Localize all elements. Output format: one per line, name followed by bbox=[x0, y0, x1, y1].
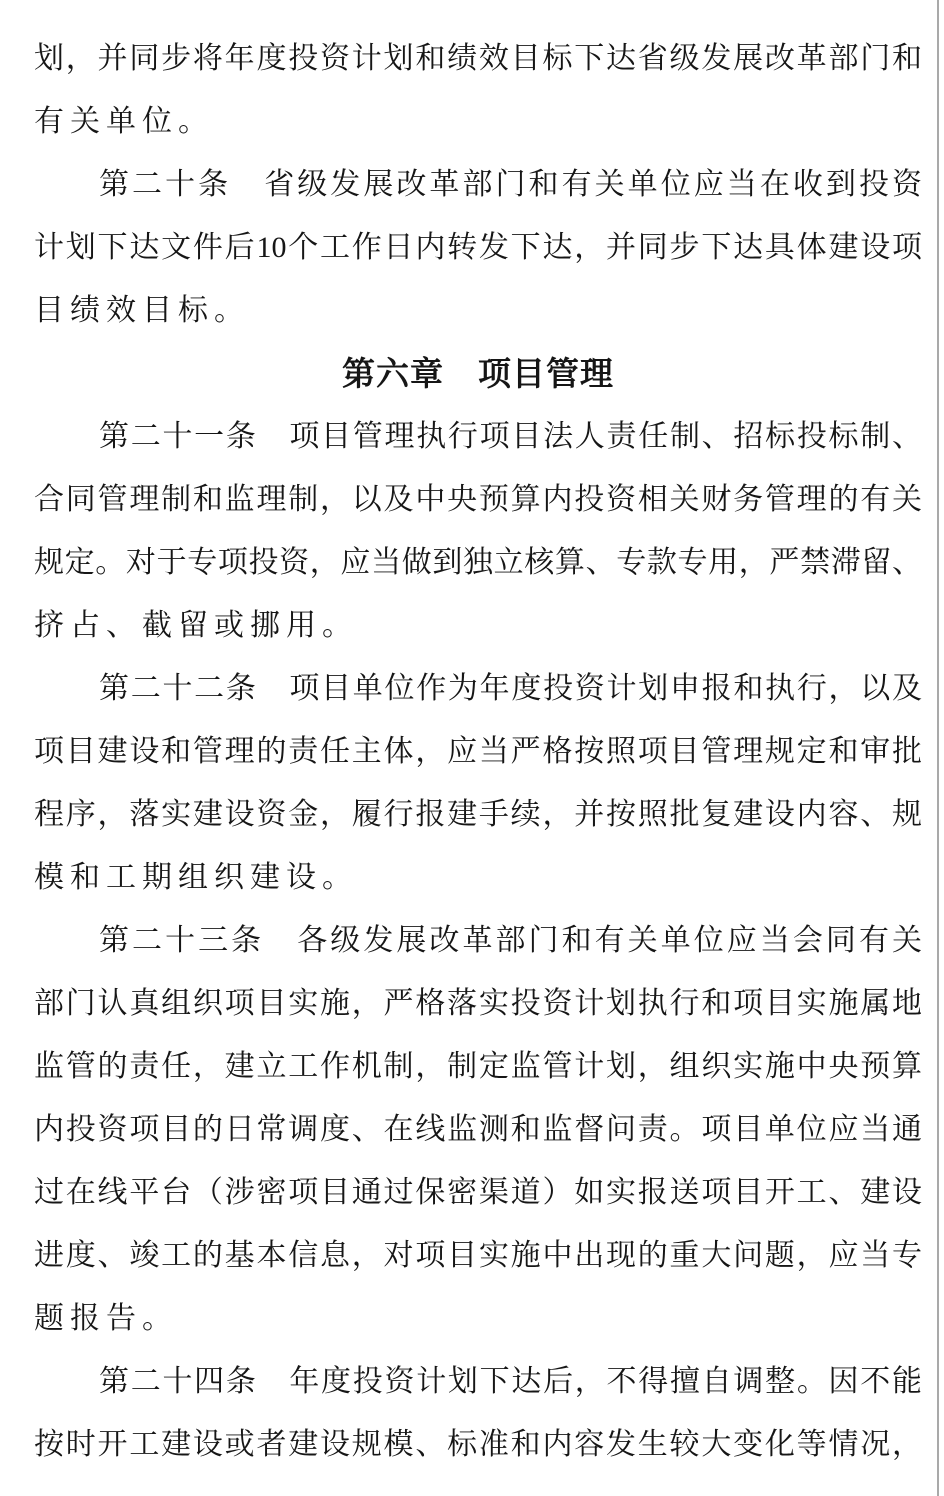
text-line: 过在线平台（涉密项目通过保密渠道）如实报送项目开工、建设 bbox=[34, 1176, 922, 1209]
text-line: 内投资项目的日常调度、在线监测和监督问责。项目单位应当通 bbox=[34, 1113, 922, 1146]
document-text-block bbox=[34, 27, 922, 1476]
text-line: 题报告。 bbox=[34, 1302, 178, 1335]
text-line: 第二十一条 项目管理执行项目法人责任制、招标投标制、 bbox=[99, 420, 922, 453]
text-line: 第二十三条 各级发展改革部门和有关单位应当会同有关 bbox=[99, 924, 922, 957]
text-line: 挤占、截留或挪用。 bbox=[34, 609, 358, 642]
text-line: 第二十条 省级发展改革部门和有关单位应当在收到投资 bbox=[99, 168, 922, 201]
text-line: 有关单位。 bbox=[34, 105, 214, 138]
text-line: 规定。对于专项投资，应当做到独立核算、专款专用，严禁滞留、 bbox=[34, 546, 922, 579]
text-line: 进度、竣工的基本信息，对项目实施中出现的重大问题，应当专 bbox=[34, 1239, 922, 1272]
chapter-heading: 第六章 项目管理 bbox=[342, 355, 614, 392]
text-line: 第二十四条 年度投资计划下达后，不得擅自调整。因不能 bbox=[99, 1365, 922, 1398]
text-line: 划，并同步将年度投资计划和绩效目标下达省级发展改革部门和 bbox=[34, 42, 922, 75]
page-right-edge bbox=[937, 0, 939, 1496]
text-line: 按时开工建设或者建设规模、标准和内容发生较大变化等情况， bbox=[34, 1428, 922, 1461]
text-line: 监管的责任，建立工作机制，制定监管计划，组织实施中央预算 bbox=[34, 1050, 922, 1083]
text-line: 计划下达文件后10个工作日内转发下达，并同步下达具体建设项 bbox=[34, 231, 922, 264]
text-line: 部门认真组织项目实施，严格落实投资计划执行和项目实施属地 bbox=[34, 987, 922, 1020]
text-line: 模和工期组织建设。 bbox=[34, 861, 358, 894]
text-line: 合同管理制和监理制，以及中央预算内投资相关财务管理的有关 bbox=[34, 483, 922, 516]
text-line: 项目建设和管理的责任主体，应当严格按照项目管理规定和审批 bbox=[34, 735, 922, 768]
text-line: 第二十二条 项目单位作为年度投资计划申报和执行，以及 bbox=[99, 672, 922, 705]
text-line: 目绩效目标。 bbox=[34, 294, 250, 327]
text-line: 程序，落实建设资金，履行报建手续，并按照批复建设内容、规 bbox=[34, 798, 922, 831]
